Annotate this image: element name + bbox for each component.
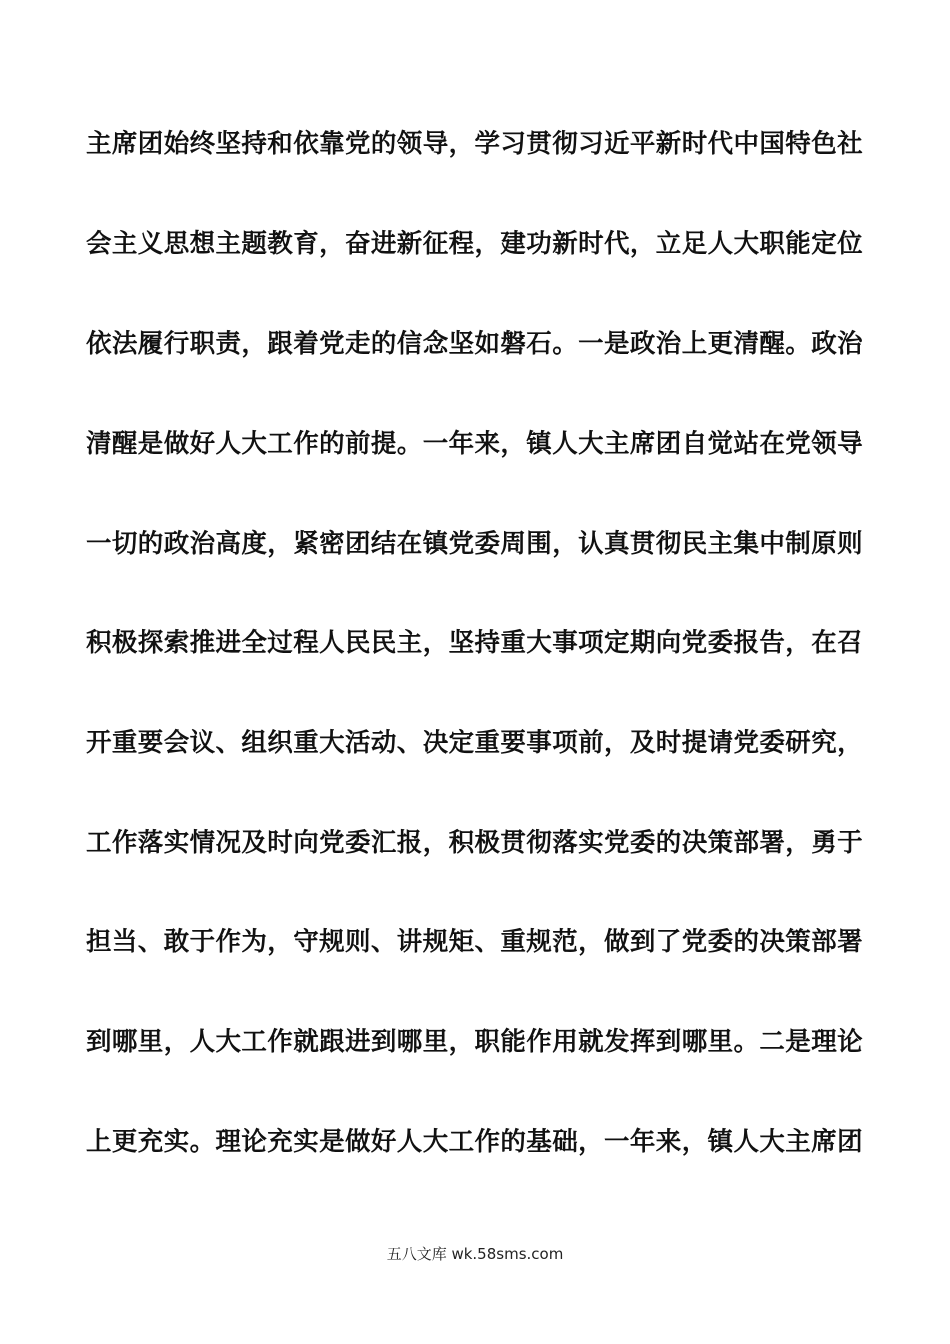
body-text-line: 担当、敢于作为，守规则、讲规矩、重规范，做到了党委的决策部署: [86, 927, 864, 957]
body-text-line: 依法履行职责，跟着党走的信念坚如磐石。一是政治上更清醒。政治: [86, 329, 864, 359]
body-text-line: 会主义思想主题教育，奋进新征程，建功新时代，立足人大职能定位: [86, 229, 864, 259]
body-text-line: 主席团始终坚持和依靠党的领导，学习贯彻习近平新时代中国特色社: [86, 129, 864, 159]
body-text-line: 工作落实情况及时向党委汇报，积极贯彻落实党委的决策部署，勇于: [86, 828, 864, 858]
body-text-line: 积极探索推进全过程人民民主，坚持重大事项定期向党委报告，在召: [86, 628, 864, 658]
body-text-line: 开重要会议、组织重大活动、决定重要事项前，及时提请党委研究，: [86, 728, 864, 758]
body-text-line: 到哪里，人大工作就跟进到哪里，职能作用就发挥到哪里。二是理论: [86, 1027, 864, 1057]
footer-watermark: 五八文库 wk.58sms.com: [386, 1245, 564, 1263]
body-text-line: 上更充实。理论充实是做好人大工作的基础，一年来，镇人大主席团: [86, 1127, 864, 1157]
body-text-line: 一切的政治高度，紧密团结在镇党委周围，认真贯彻民主集中制原则: [86, 529, 864, 559]
body-text-line: 清醒是做好人大工作的前提。一年来，镇人大主席团自觉站在党领导: [86, 429, 864, 459]
